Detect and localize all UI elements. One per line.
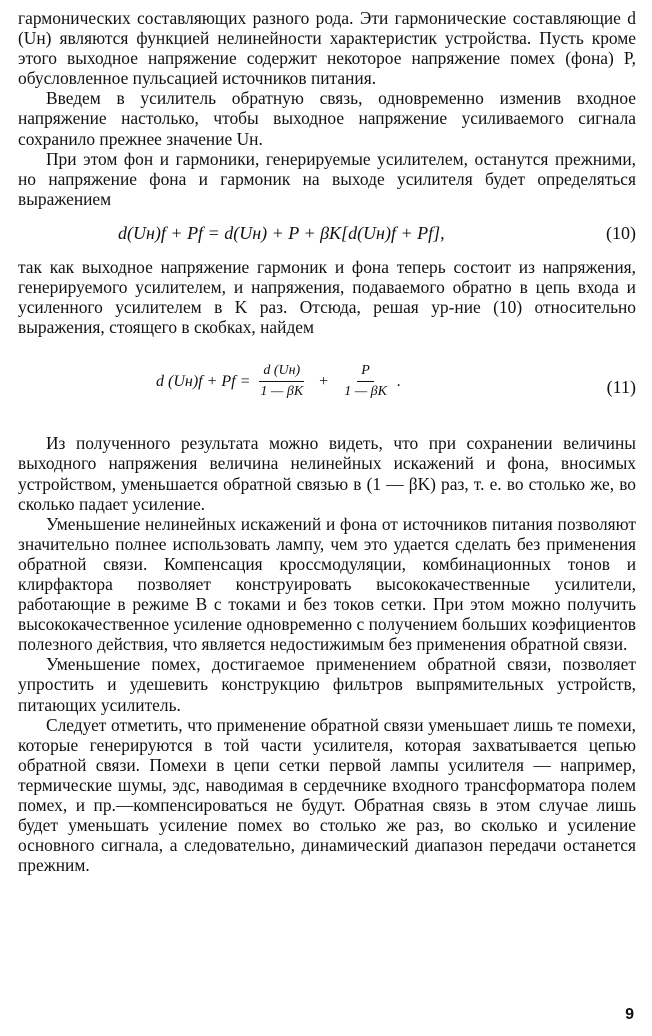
equation-11-fraction-2 xyxy=(340,363,391,400)
paragraph-6: Уменьшение нелинейных искажений и фона от источников питания позволяют значительно полнее использовать лампу, чем это удается сделать без применения обратной связи. Компенсация кроссмодуляции, комбинационных тонов и клирфактора позволяет конструировать высококачественные усилители, работающие в режиме B с токами и без токов сетки. При этом можно получить высококачественное усиление одновременно с получением больших коэфициентов полезного действия, что является недостижимым без применения обратной связи. xyxy=(18,513,636,655)
paragraph-7: Уменьшение помех, достигаемое применением обратной связи, позволяет упростить и удешевить конструкцию фильтров выпрямительных устройств, питающих усилитель. xyxy=(18,654,636,715)
paragraph-2: Введем в усилитель обратную связь, одновременно изменив входное напряжение настолько, чтобы выходное напряжение усиливаемого сигнала сохранило прежнее значение Uн. xyxy=(18,88,636,149)
paragraph-8: Следует отметить, что применение обратной связи уменьшает лишь те помехи, которые генерируются в той части усилителя, которая захватывается цепью обратной связи. Помехи в цепи сетки первой лампы усилителя — например, термические шумы, эдс, наводимая в сердечнике входного трансформатора полем помех, и пр.—компенсироваться не будут. Обратная связь в этом случае лишь будет уменьшать усиление помех во столько же раз, во сколько и усиление основного сигнала, а следовательно, динамический диапазон передачи останется прежним. xyxy=(18,714,636,876)
equation-11-fraction-1 xyxy=(256,363,307,400)
equation-10-formula: d(Uн)f + Pf = d(Uн) + P + βK[d(Uн)f + Pf], xyxy=(118,222,445,243)
fraction-2-denominator: 1 — βK xyxy=(344,384,387,400)
equation-11-end: . xyxy=(396,372,401,390)
equation-10-number: (10) xyxy=(606,222,636,243)
fraction-1-denominator: 1 — βK xyxy=(260,384,304,400)
equation-11-formula xyxy=(156,363,401,400)
equation-11-number: (11) xyxy=(606,377,636,398)
equation-11-lhs: d (Uн)f + Pf = xyxy=(156,372,251,390)
paragraph-1: гармонических составляющих разного рода. Эти гармонические составляющие d (Uн) являются функцией нелинейности характеристик устройства. Пусть кроме этого выходное напряжение содержит некоторое напряжение помех (фона) P, обусловленное пульсацией источников питания. xyxy=(18,8,636,89)
paragraph-3: При этом фон и гармоники, генерируемые усилителем, останутся прежними, но напряжение фона и гармоник на выходе усилителя будет определяться выражением xyxy=(18,148,636,209)
equation-11 xyxy=(18,355,636,415)
fraction-1-numerator: d (Uн) xyxy=(259,363,304,382)
equation-10 xyxy=(18,213,636,253)
paragraph-5: Из полученного результата можно видеть, что при сохранении величины выходного напряжения величина нелинейных искажений и фона, вносимых устройством, уменьшается обратной связью в (1 — βK) раз, т. е. во столько же, во сколько падает усиление. xyxy=(18,433,636,514)
equation-11-plus: + xyxy=(319,372,329,390)
fraction-2-numerator: P xyxy=(357,363,374,382)
paragraph-4: так как выходное напряжение гармоник и фона теперь состоит из напряжения, генерируемого усилителем, и напряжения, подаваемого обратно в цепь входа и усиленного усилителем в K раз. Отсюда, решая ур-ние (10) относительно выражения, стоящего в скобках, найдем xyxy=(18,256,636,338)
page-number: 9 xyxy=(625,1006,634,1023)
